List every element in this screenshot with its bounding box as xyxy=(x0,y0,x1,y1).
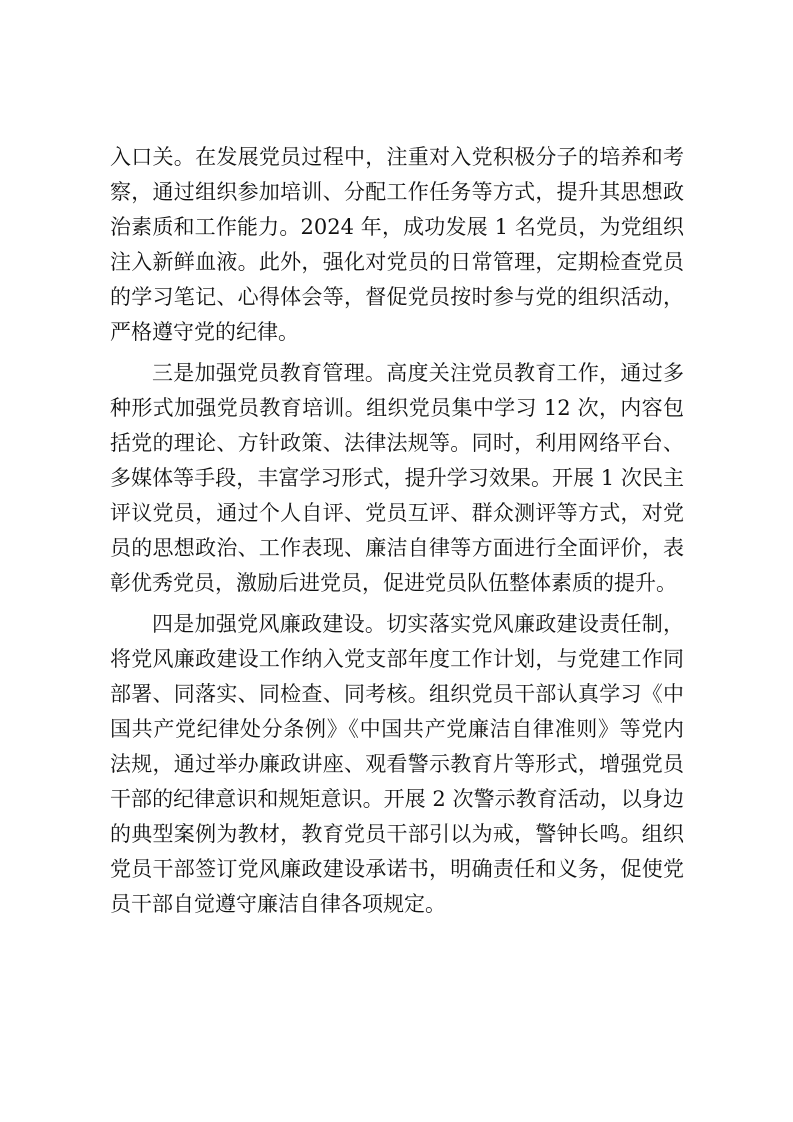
paragraph-integrity-building: 四是加强党风廉政建设。切实落实党风廉政建设责任制，将党风廉政建设工作纳入党支部年度工作计划，与党建工作同部署、同落实、同检查、同考核。组织党员干部认真学习《中国共产党纪律处分条例》《中国共产党廉洁自律准则》等党内法规，通过举办廉政讲座、观看警示教育片等形式，增强党员干部的纪律意识和规矩意识。开展 2 次警示教育活动，以身边的典型案例为教材，教育党员干部引以为戒，警钟长鸣。组织党员干部签订党风廉政建设承诺书，明确责任和义务，促使党员干部自觉遵守廉洁自律各项规定。 xyxy=(110,612,684,916)
paragraph-member-education: 三是加强党员教育管理。高度关注党员教育工作，通过多种形式加强党员教育培训。组织党员集中学习 12 次，内容包括党的理论、方针政策、法律法规等。同时，利用网络平台、多媒体等手段，丰富学习形式，提升学习效果。开展 1 次民主评议党员，通过个人自评、党员互评、群众测评等方式，对党员的思想政治、工作表现、廉洁自律等方面进行全面评价，表彰优秀党员，激励后进党员，促进党员队伍整体素质的提升。 xyxy=(110,361,684,595)
paragraph-party-admission: 入口关。在发展党员过程中，注重对入党积极分子的培养和考察，通过组织参加培训、分配工作任务等方式，提升其思想政治素质和工作能力。2024 年，成功发展 1 名党员，为党组织注入新鲜血液。此外，强化对党员的日常管理，定期检查党员的学习笔记、心得体会等，督促党员按时参与党的组织活动，严格遵守党的纪律。 xyxy=(110,145,684,344)
document-body xyxy=(110,140,684,922)
